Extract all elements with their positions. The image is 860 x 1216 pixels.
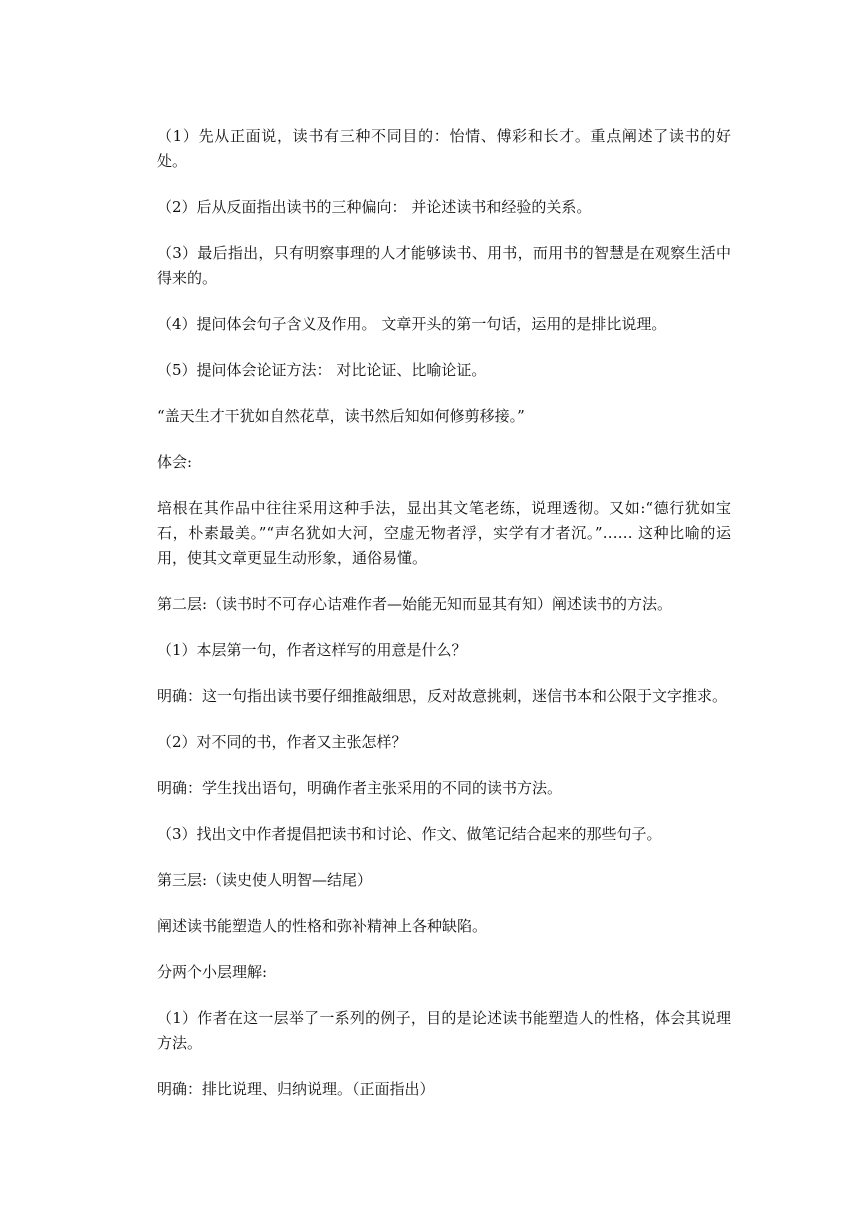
document-page: [157, 124, 731, 1123]
paragraph-metaphor: 培根在其作品中往往采用这种手法，显出其文笔老练，说理透彻。又如:“德行犹如宝石，朴素最美。”“声名犹如大河，空虚无物者浮，实学有才者沉。”…… 这种比喻的运用，使其文章更显生动形象，通俗易懂。: [157, 499, 731, 567]
quote-paragraph: “盖天生才干犹如自然花草，读书然后知如何修剪移接。”: [157, 407, 525, 425]
paragraph-tihui: 体会:: [157, 453, 193, 471]
paragraph-question-2: （2）对不同的书，作者又主张怎样？: [157, 733, 407, 751]
paragraph-question-1: （1）本层第一句，作者这样写的用意是什么？: [157, 641, 467, 659]
paragraph-4: （4）提问体会句子含义及作用。 文章开头的第一句话，运用的是排比说理。: [157, 315, 667, 333]
paragraph-question-3: （3）找出文中作者提倡把读书和讨论、作文、做笔记结合起来的那些句子。: [157, 825, 662, 843]
paragraph-sublayer-1: （1）作者在这一层举了一系列的例子，目的是论述读书能塑造人的性格，体会其说理方法。: [157, 1009, 731, 1052]
paragraph-2: （2）后从反面指出读书的三种偏向： 并论述读书和经验的关系。: [157, 198, 592, 216]
paragraph-1: （1）先从正面说，读书有三种不同目的：怡情、傅彩和长才。重点阐述了读书的好处。: [157, 127, 731, 170]
paragraph-answer-1: 明确：这一句指出读书要仔细推敲细思，反对故意挑刺，迷信书本和公限于文字推求。: [157, 687, 728, 705]
paragraph-layer-3-summary: 阐述读书能塑造人的性格和弥补精神上各种缺陷。: [157, 917, 488, 935]
paragraph-answer-sublayer-1: 明确：排比说理、归纳说理。（正面指出）: [157, 1080, 435, 1098]
paragraph-3: （3）最后指出，只有明察事理的人才能够读书、用书，而用书的智慧是在观察生活中得来的。: [157, 244, 731, 287]
section-heading-layer-3: 第三层:（读史使人明智—结尾）: [157, 871, 373, 889]
section-heading-layer-2: 第二层:（读书时不可存心诘难作者—始能无知而显其有知）阐述读书的方法。: [157, 595, 673, 613]
paragraph-answer-2: 明确：学生找出语句，明确作者主张采用的不同的读书方法。: [157, 779, 563, 797]
paragraph-5: （5）提问体会论证方法： 对比论证、比喻论证。: [157, 361, 487, 379]
paragraph-sublayers: 分两个小层理解:: [157, 963, 268, 981]
